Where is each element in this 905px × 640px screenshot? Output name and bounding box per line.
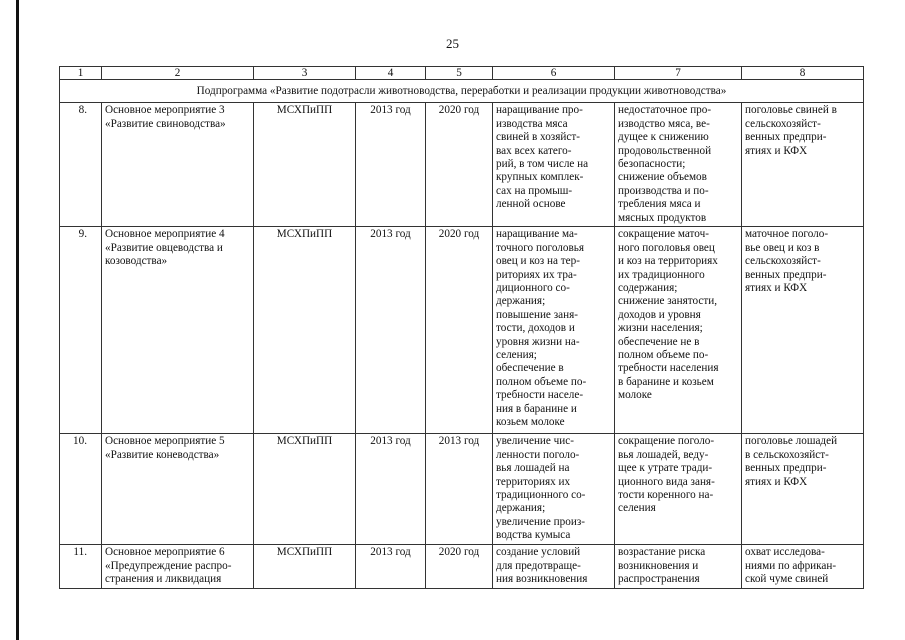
expected-result-line: изводства мяса (496, 117, 568, 130)
column-number-cell: 8 (742, 67, 864, 80)
consequences (615, 227, 742, 434)
indicator (742, 227, 864, 434)
subprogram-row (60, 80, 864, 103)
consequences-line: щее к утрате тради- (618, 462, 713, 475)
expected-result-line: вах всех катего- (496, 144, 572, 157)
measure-name-line: «Развитие свиноводства» (105, 117, 226, 130)
consequences-line: тости коренного на- (618, 489, 714, 502)
table-row (60, 434, 864, 545)
measure-name (102, 434, 254, 545)
expected-result-line: овец и коз на тер- (496, 255, 580, 268)
expected-result-line: обеспечение в (496, 362, 564, 375)
end-year: 2020 год (426, 227, 493, 434)
page-number: 25 (446, 36, 459, 51)
expected-result (493, 227, 615, 434)
column-number-cell: 1 (60, 67, 102, 80)
measure-name (102, 227, 254, 434)
measure-name-line: «Предупреждение распро- (105, 559, 232, 572)
column-number-cell: 2 (102, 67, 254, 80)
start-year: 2013 год (356, 434, 426, 545)
expected-result-line: ленной основе (496, 198, 566, 211)
measure-name (102, 103, 254, 227)
measure-name-line: странения и ликвидация (105, 573, 222, 586)
expected-result-line: наращивание ма- (496, 228, 578, 241)
measure-name (102, 545, 254, 589)
consequences (615, 434, 742, 545)
measure-name-line: Основное мероприятие 4 (105, 228, 225, 241)
consequences-line: селения (618, 502, 656, 515)
consequences-line: производства и по- (618, 184, 709, 197)
row-number: 11. (60, 545, 102, 589)
start-year: 2013 год (356, 103, 426, 227)
measure-name-line: Основное мероприятие 6 (105, 546, 225, 559)
expected-result (493, 103, 615, 227)
row-number: 9. (60, 227, 102, 434)
column-number-cell: 6 (493, 67, 615, 80)
expected-result-line: селения; (496, 349, 537, 362)
table-row (60, 545, 864, 589)
expected-result-line: ния в баранине и (496, 402, 577, 415)
expected-result-line: увеличение произ- (496, 515, 585, 528)
indicator-line: маточное поголо- (745, 228, 829, 241)
column-number-cell: 3 (254, 67, 356, 80)
indicator-line: поголовье свиней в (745, 104, 837, 117)
expected-result-line: вья лошадей на (496, 462, 570, 475)
consequences-line: продовольственной (618, 144, 712, 157)
expected-result-line: для предотвраще- (496, 559, 581, 572)
consequences-line: вья лошадей, веду- (618, 448, 709, 461)
consequences-line: полном объеме по- (618, 349, 709, 362)
indicator-line: венных предпри- (745, 268, 827, 281)
consequences-line: жизни населения; (618, 322, 703, 335)
expected-result-line: ленности поголо- (496, 448, 580, 461)
indicator (742, 545, 864, 589)
expected-result-line: держания; (496, 502, 546, 515)
consequences-line: снижение занятости, (618, 295, 717, 308)
indicator (742, 434, 864, 545)
measure-name-line: Основное мероприятие 5 (105, 435, 225, 448)
executor: МСХПиПП (254, 545, 356, 589)
expected-result-line: рий, в том числе на (496, 158, 589, 171)
consequences-line: возникновения и (618, 559, 699, 572)
expected-result-line: свиней в хозяйст- (496, 131, 580, 144)
expected-result-line: увеличение чис- (496, 435, 574, 448)
column-number-cell: 4 (356, 67, 426, 80)
consequences-line: ного поголовья овец (618, 241, 715, 254)
indicator (742, 103, 864, 227)
expected-result (493, 545, 615, 589)
end-year: 2013 год (426, 434, 493, 545)
indicator-line: ской чуме свиней (745, 573, 829, 586)
expected-result-line: точного поголовья (496, 241, 584, 254)
expected-result (493, 434, 615, 545)
expected-result-line: традиционного со- (496, 489, 586, 502)
expected-result-line: наращивание про- (496, 104, 583, 117)
table-row (60, 103, 864, 227)
start-year: 2013 год (356, 545, 426, 589)
expected-result-line: создание условий (496, 546, 581, 559)
consequences-line: требления мяса и (618, 198, 701, 211)
expected-result-line: требности населе- (496, 389, 584, 402)
indicator-line: сельскохозяйст- (745, 117, 821, 130)
consequences-line: содержания; (618, 282, 678, 295)
executor: МСХПиПП (254, 227, 356, 434)
table-row (60, 227, 864, 434)
consequences-line: безопасности; (618, 158, 686, 171)
expected-result-line: диционного со- (496, 282, 570, 295)
consequences (615, 103, 742, 227)
measures-table (59, 66, 864, 589)
consequences-line: дущее к снижению (618, 131, 709, 144)
consequences-line: требности населения (618, 362, 719, 375)
expected-result-line: водства кумыса (496, 529, 571, 542)
column-number-cell: 7 (615, 67, 742, 80)
expected-result-line: ния возникновения (496, 573, 588, 586)
indicator-line: венных предпри- (745, 131, 827, 144)
consequences-line: распространения (618, 573, 700, 586)
indicator-line: в сельскохозяйст- (745, 448, 829, 461)
expected-result-line: риториях их тра- (496, 268, 577, 281)
consequences-line: в баранине и козьем (618, 375, 714, 388)
consequences-line: ционного вида заня- (618, 475, 715, 488)
expected-result-line: козьем молоке (496, 416, 565, 429)
consequences-line: доходов и уровня (618, 308, 701, 321)
indicator-line: венных предпри- (745, 462, 827, 475)
expected-result-line: полном объеме по- (496, 375, 587, 388)
indicator-line: ятиях и КФХ (745, 475, 808, 488)
executor: МСХПиПП (254, 103, 356, 227)
row-number: 10. (60, 434, 102, 545)
executor: МСХПиПП (254, 434, 356, 545)
consequences-line: возрастание риска (618, 546, 706, 559)
consequences-line: сокращение поголо- (618, 435, 715, 448)
consequences-line: молоке (618, 389, 652, 402)
indicator-line: ятиях и КФХ (745, 282, 808, 295)
binding-line (16, 0, 19, 640)
consequences-line: обеспечение не в (618, 335, 700, 348)
column-number-row (60, 67, 864, 80)
consequences-line: недостаточное про- (618, 104, 712, 117)
column-number-cell: 5 (426, 67, 493, 80)
measure-name-line: «Развитие коневодства» (105, 448, 220, 461)
indicator-line: ятиях и КФХ (745, 144, 808, 157)
consequences-line: и коз на территориях (618, 255, 718, 268)
indicator-line: сельскохозяйст- (745, 255, 821, 268)
consequences-line: сокращение маточ- (618, 228, 709, 241)
expected-result-line: тости, доходов и (496, 322, 575, 335)
end-year: 2020 год (426, 103, 493, 227)
indicator-line: поголовье лошадей (745, 435, 838, 448)
subprogram-title: Подпрограмма «Развитие подотрасли животноводства, переработки и реализации продукции животноводства» (60, 80, 864, 103)
expected-result-line: повышение заня- (496, 308, 578, 321)
indicator-line: охват исследова- (745, 546, 825, 559)
expected-result-line: сах на промыш- (496, 184, 573, 197)
consequences-line: изводство мяса, ве- (618, 117, 710, 130)
consequences (615, 545, 742, 589)
consequences-line: снижение объемов (618, 171, 707, 184)
expected-result-line: крупных комплек- (496, 171, 584, 184)
end-year: 2020 год (426, 545, 493, 589)
indicator-line: вье овец и коз в (745, 241, 820, 254)
consequences-line: мясных продуктов (618, 211, 707, 224)
measure-name-line: козоводства» (105, 255, 168, 268)
start-year: 2013 год (356, 227, 426, 434)
expected-result-line: держания; (496, 295, 546, 308)
expected-result-line: территориях их (496, 475, 571, 488)
expected-result-line: уровня жизни на- (496, 335, 580, 348)
row-number: 8. (60, 103, 102, 227)
indicator-line: ниями по африкан- (745, 559, 837, 572)
consequences-line: их традиционного (618, 268, 705, 281)
measure-name-line: «Развитие овцеводства и (105, 241, 223, 254)
measure-name-line: Основное мероприятие 3 (105, 104, 225, 117)
